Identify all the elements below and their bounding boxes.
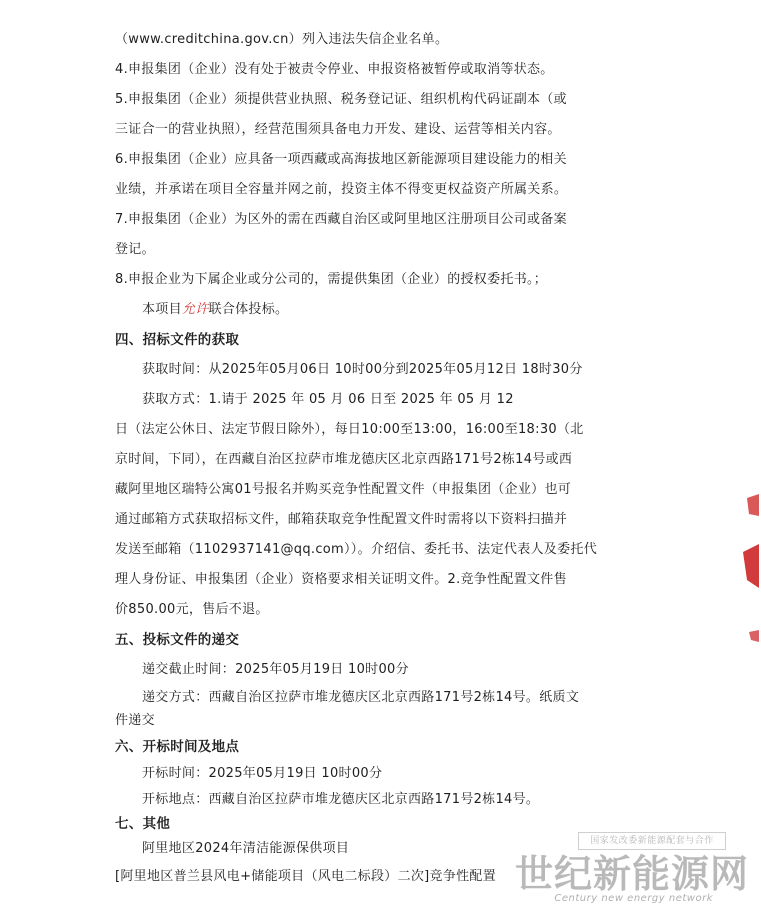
doc-line-8: 登记。 (115, 242, 155, 257)
section-5-method-2: 件递交 (115, 713, 155, 728)
consortium-line (142, 301, 288, 319)
section-4-method-2: 日（法定公休日、法定节假日除外），每日10:00至13:00，16:00至18:30（北 (115, 422, 584, 437)
section-5-deadline: 递交截止时间：2025年05月19日 10时00分 (142, 662, 409, 677)
section-4-time: 获取时间：从2025年05月06日 10时00分到2025年05月12日 18时30分 (142, 362, 583, 377)
watermark-english-text: Century new energy network (554, 893, 713, 904)
doc-line-9: 8.申报企业为下属企业或分公司的，需提供集团（企业）的授权委托书。； (115, 272, 548, 287)
section-7-line-1: 阿里地区2024年清洁能源保供项目 (142, 841, 350, 856)
doc-line-5: 6.申报集团（企业）应具备一项西藏或高海拔地区新能源项目建设能力的相关 (115, 152, 567, 167)
section-7-title: 七、其他 (115, 816, 171, 832)
section-6-title: 六、开标时间及地点 (115, 739, 240, 755)
doc-line-2: 4.申报集团（企业）没有处于被责令停业、申报资格被暂停或取消等状态。 (115, 62, 554, 77)
consortium-allowed: 允许 (181, 302, 209, 317)
section-4-method-7: 理人身份证、申报集团（企业）资格要求相关证明文件。2.竞争性配置文件售 (115, 572, 567, 587)
section-4-method-5: 通过邮箱方式获取招标文件，邮箱获取竞争性配置文件时需将以下资料扫描并 (115, 512, 568, 527)
consortium-suffix: 联合体投标。 (208, 302, 289, 317)
section-4-title: 四、招标文件的获取 (115, 332, 240, 348)
section-4-method-3: 京时间，下同），在西藏自治区拉萨市堆龙德庆区北京西路171号2栋14号或西 (115, 452, 573, 467)
doc-line-6: 业绩，并承诺在项目全容量并网之前，投资主体不得变更权益资产所属关系。 (115, 182, 568, 197)
doc-line-3: 5.申报集团（企业）须提供营业执照、税务登记证、组织机构代码证副本（或 (115, 92, 567, 107)
red-seal-fragment (739, 492, 761, 652)
watermark-stamp-text: 国家发改委新能源配套与合作 (578, 832, 726, 850)
section-6-place: 开标地点：西藏自治区拉萨市堆龙德庆区北京西路171号2栋14号。 (142, 792, 540, 807)
section-7-line-2: [阿里地区普兰县风电+储能项目（风电二标段）二次]竞争性配置 (115, 869, 497, 884)
section-6-time: 开标时间：2025年05月19日 10时00分 (142, 766, 383, 781)
doc-line-4: 三证合一的营业执照），经营范围须具备电力开发、建设、运营等相关内容。 (115, 122, 561, 137)
section-4-method-8: 价850.00元，售后不退。 (115, 602, 269, 617)
doc-line-7: 7.申报集团（企业）为区外的需在西藏自治区或阿里地区注册项目公司或备案 (115, 212, 567, 227)
watermark-logo-text: 世纪新能源网 (514, 852, 749, 896)
section-5-method-1: 递交方式：西藏自治区拉萨市堆龙德庆区北京西路171号2栋14号。纸质文 (142, 690, 580, 705)
doc-line-1: （www.creditchina.gov.cn）列入违法失信企业名单。 (115, 32, 449, 47)
section-4-method-1: 获取方式：1.请于 2025 年 05 月 06 日至 2025 年 05 月 12 (142, 392, 514, 407)
section-4-method-4: 藏阿里地区瑞特公寓01号报名并购买竞争性配置文件（申报集团（企业）也可 (115, 482, 572, 497)
consortium-prefix: 本项目 (142, 302, 182, 317)
section-5-title: 五、投标文件的递交 (115, 632, 240, 648)
section-4-method-6: 发送至邮箱（1102937141@qq.com））。介绍信、委托书、法定代表人及委托代 (115, 542, 598, 557)
